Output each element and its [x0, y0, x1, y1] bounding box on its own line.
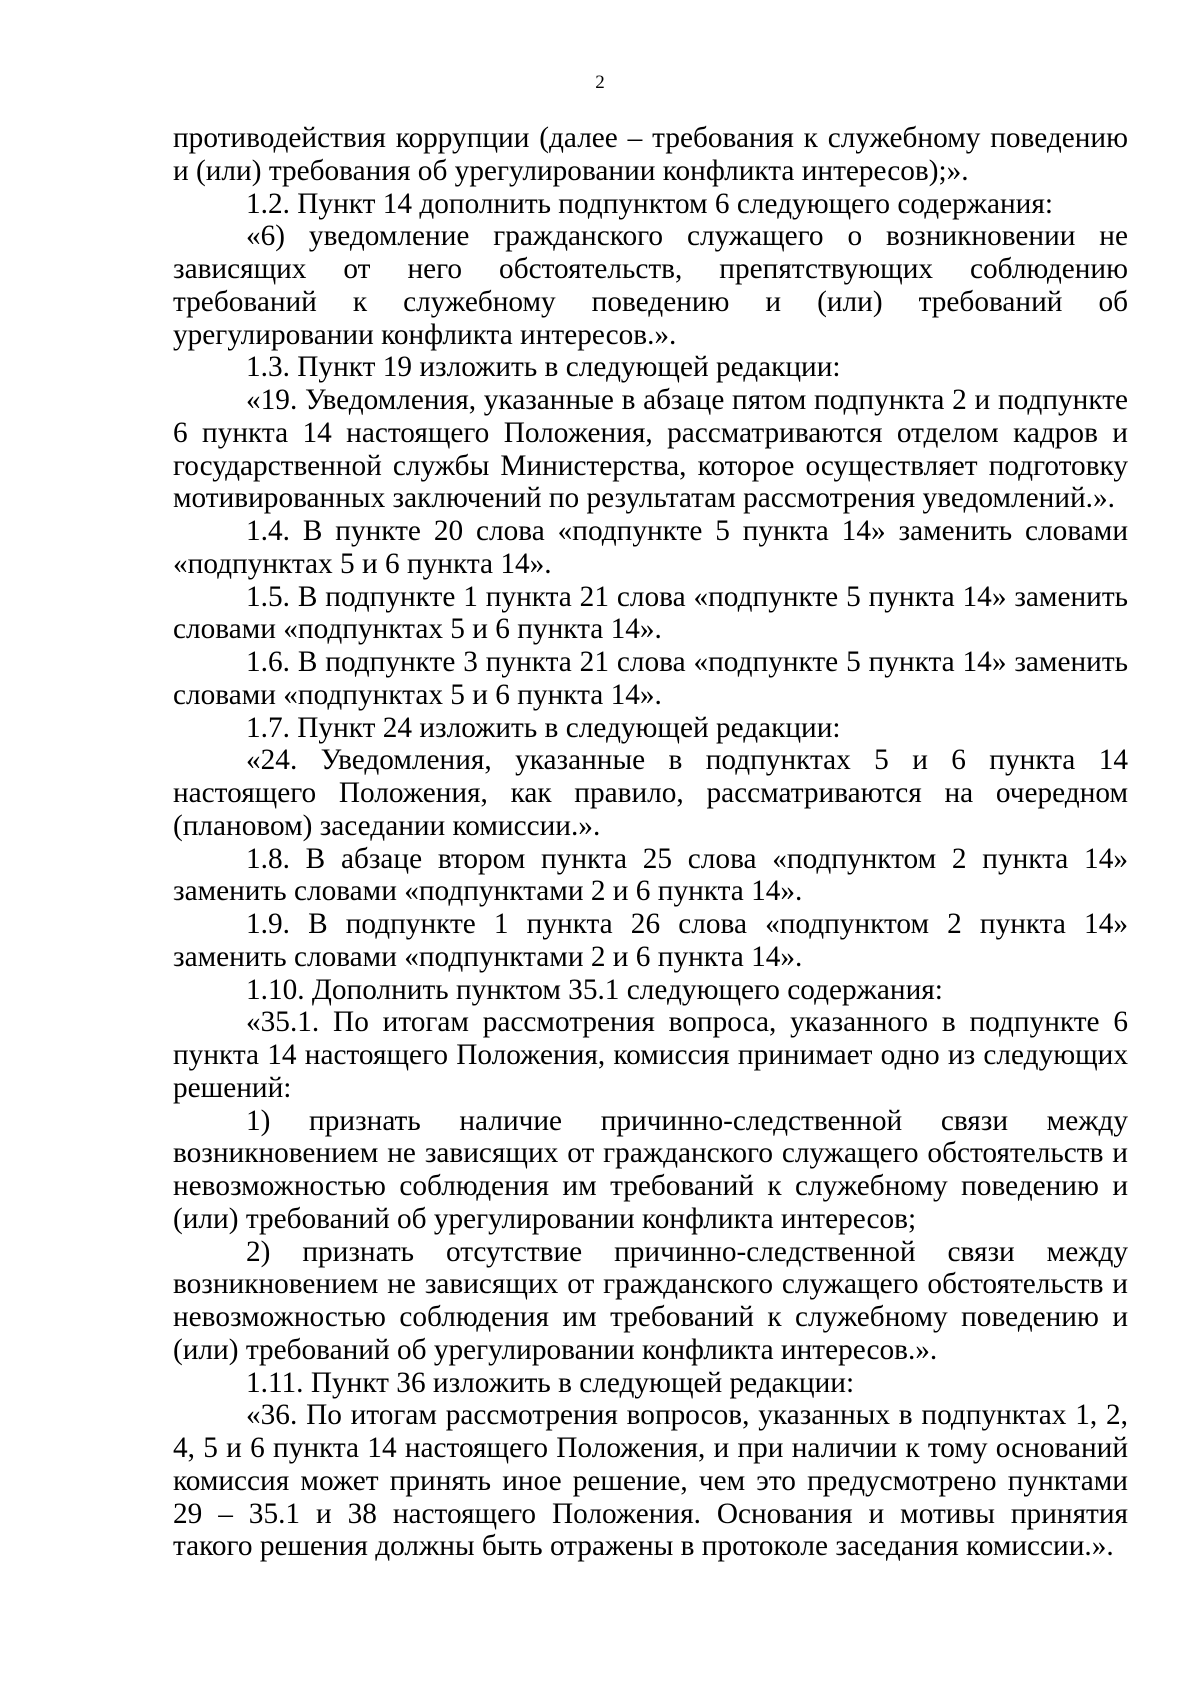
document-body: [173, 122, 1128, 1563]
paragraph-item-1-8: 1.8. В абзаце втором пункта 25 слова «подпунктом 2 пункта 14» заменить словами «подпунктами 2 и 6 пункта 14».: [173, 842, 1128, 908]
paragraph-item-1-10: 1.10. Дополнить пунктом 35.1 следующего содержания:: [246, 973, 943, 1006]
page-number: 2: [595, 72, 605, 93]
paragraph-item-1-9: 1.9. В подпункте 1 пункта 26 слова «подпунктом 2 пункта 14» заменить словами «подпунктами 2 и 6 пункта 14».: [173, 908, 1128, 973]
paragraph-decision-1: 1) признать наличие причинно-следственной связи между возникновением не зависящих от гражданского служащего обстоятельств и невозможностью соблюдения им требований к служебному поведению и (или) требований об урегулировании конфликта интересов;: [173, 1104, 1128, 1235]
paragraph-item-1-5: 1.5. В подпункте 1 пункта 21 слова «подпункте 5 пункта 14» заменить словами «подпунктах 5 и 6 пункта 14».: [173, 580, 1128, 646]
paragraph-item-1-6: 1.6. В подпункте 3 пункта 21 слова «подпункте 5 пункта 14» заменить словами «подпунктах 5 и 6 пункта 14».: [173, 646, 1128, 711]
paragraph-quote-item-36: «36. По итогам рассмотрения вопросов, указанных в подпунктах 1, 2, 4, 5 и 6 пункта 14 настоящего Положения, и при наличии к тому оснований комиссия может принять иное решение, чем это предусмотрено пунктами 29 – 35.1 и 38 настоящего Положения. Основания и мотивы принятия такого решения должны быть отражены в протоколе заседания комиссии.».: [173, 1399, 1128, 1563]
paragraph-item-1-11: 1.11. Пункт 36 изложить в следующей редакции:: [246, 1366, 855, 1399]
paragraph-quote-item-24: «24. Уведомления, указанные в подпунктах 5 и 6 пункта 14 настоящего Положения, как правило, рассматриваются на очередном (плановом) заседании комиссии.».: [173, 744, 1128, 842]
paragraph-continuation: противодействия коррупции (далее – требования к служебному поведению и (или) требования об урегулировании конфликта интересов);».: [173, 122, 1128, 187]
paragraph-decision-2: 2) признать отсутствие причинно-следственной связи между возникновением не зависящих от гражданского служащего обстоятельств и невозможностью соблюдения им требований к служебному поведению и (или) требований об урегулировании конфликта интересов.».: [173, 1235, 1128, 1366]
paragraph-quote-subitem-6: «6) уведомление гражданского служащего о возникновении не зависящих от него обстоятельств, препятствующих соблюдению требований к служебному поведению и (или) требований об урегулировании конфликта интересов.».: [173, 220, 1128, 351]
paragraph-item-1-2: 1.2. Пункт 14 дополнить подпунктом 6 следующего содержания:: [246, 187, 1053, 220]
paragraph-quote-item-19: «19. Уведомления, указанные в абзаце пятом подпункта 2 и подпункте 6 пункта 14 настоящего Положения, рассматриваются отделом кадров и государственной службы Министерства, которое осуществляет подготовку мотивированных заключений по результатам рассмотрения уведомлений.».: [173, 384, 1128, 515]
paragraph-item-1-3: 1.3. Пункт 19 изложить в следующей редакции:: [246, 351, 841, 384]
paragraph-item-1-4: 1.4. В пункте 20 слова «подпункте 5 пункта 14» заменить словами «подпунктах 5 и 6 пункта 14».: [173, 515, 1128, 580]
paragraph-quote-item-35-1: «35.1. По итогам рассмотрения вопроса, указанного в подпункте 6 пункта 14 настоящего Положения, комиссия принимает одно из следующих решений:: [173, 1006, 1128, 1104]
paragraph-item-1-7: 1.7. Пункт 24 изложить в следующей редакции:: [246, 711, 841, 744]
